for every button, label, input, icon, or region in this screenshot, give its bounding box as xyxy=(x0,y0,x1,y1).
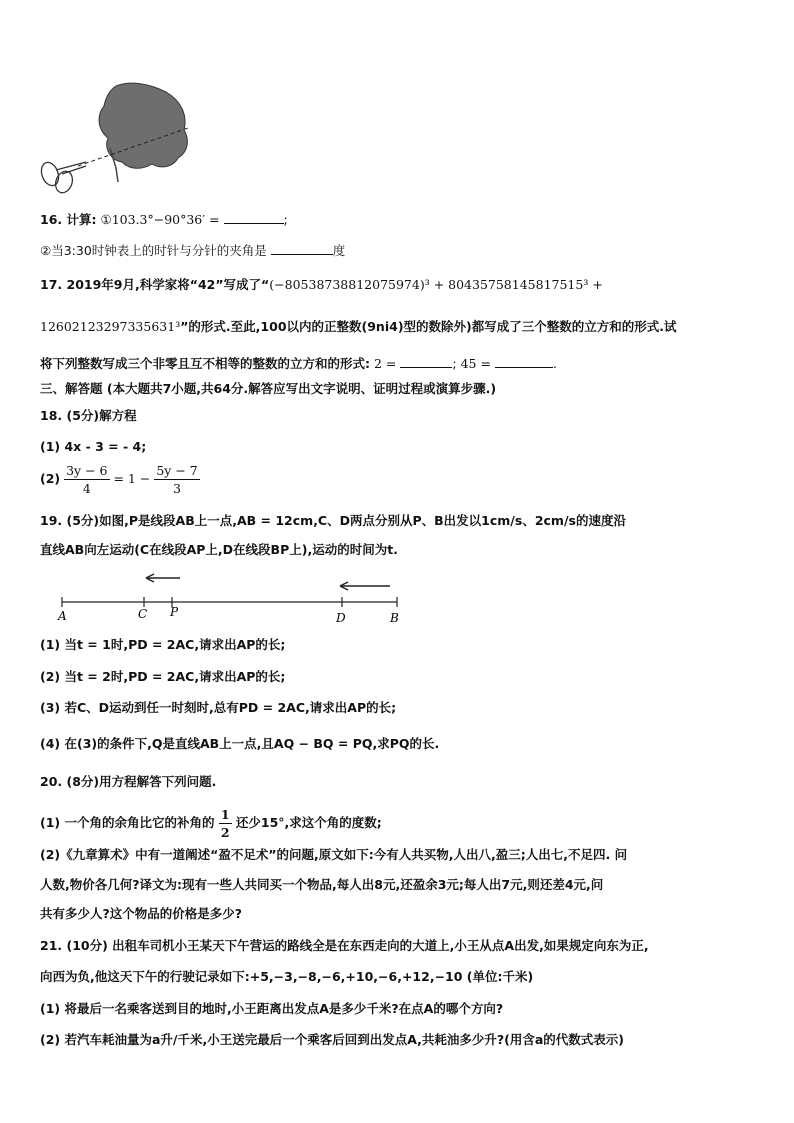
q21-line2: 向西为负,他这天下午的行驶记录如下:+5,−3,−8,−6,+10,−6,+12,−10 (单位:千米) xyxy=(40,969,534,984)
q18-fraction-2 xyxy=(154,462,199,497)
point-p-label: P xyxy=(170,605,179,619)
q18-fraction-1 xyxy=(64,462,109,497)
q17-label: 17. 2019年9月,科学家将“42”写成了“ xyxy=(40,277,270,292)
q18-p2-label: (2) xyxy=(40,471,61,486)
q18-f2-numerator: 5y − 7 xyxy=(156,463,198,478)
point-c-label: C xyxy=(138,607,148,621)
point-d-label: D xyxy=(336,611,346,625)
q17-eq1: 2 = xyxy=(373,356,397,371)
q17-text3: 将下列整数写成三个非零且互不相等的整数的立方和的形式: xyxy=(40,356,370,371)
q20-p2-line1: (2)《九章算术》中有一道阐述“盈不足术”的问题,原文如下:今有人共买物,人出八,盈三;人出七,不足四. 问 xyxy=(40,847,628,862)
q18-f2-denominator: 3 xyxy=(173,481,181,496)
q16-blank1[interactable] xyxy=(224,209,284,224)
q17-line1 xyxy=(40,276,603,294)
q16-part2-end: 度 xyxy=(332,243,346,258)
q19-p2: (2) 当t = 2时,PD = 2AC,请求出AP的长; xyxy=(40,669,286,684)
q17-line2 xyxy=(40,318,677,336)
q20-p2-line2: 人数,物价各几何?译文为:现有一些人共同买一个物品,每人出8元,还盈余3元;每人出7元,则还差4元,问 xyxy=(40,877,604,892)
q20-p1-post: 还少15°,求这个角的度数; xyxy=(235,815,382,830)
q17-eq2: 45 = xyxy=(460,356,491,371)
q20-frac-denominator: 2 xyxy=(220,825,230,840)
q20-p1-pre: (1) 一个角的余角比它的补角的 xyxy=(40,815,215,830)
q18-label: 18. (5分)解方程 xyxy=(40,408,137,423)
point-a-label: A xyxy=(58,609,67,623)
q19-line1: 19. (5分)如图,P是线段AB上一点,AB = 12cm,C、D两点分别从P、B出发以1cm/s、2cm/s的速度沿 xyxy=(40,513,626,528)
q19-p3: (3) 若C、D运动到任一时刻时,总有PD = 2AC,请求出AP的长; xyxy=(40,700,397,715)
q16-blank2[interactable] xyxy=(271,240,333,255)
q16-part1: ①103.3°−90°36′ = xyxy=(100,212,220,227)
q19-p1: (1) 当t = 1时,PD = 2AC,请求出AP的长; xyxy=(40,637,286,652)
q21-p1: (1) 将最后一名乘客送到目的地时,小王距离出发点A是多少千米?在点A的哪个方向? xyxy=(40,1001,504,1016)
q21-line1: 21. (10分) 出租车司机小王某天下午营运的路线全是在东西走向的大道上,小王从点A出发,如果规定向东为正, xyxy=(40,938,649,953)
point-b-label: B xyxy=(390,611,399,625)
q21-p2: (2) 若汽车耗油量为a升/千米,小王送完最后一个乘客后回到出发点A,共耗油多少升?(用含a的代数式表示) xyxy=(40,1032,624,1047)
q18-p2 xyxy=(40,462,200,497)
q17-blank2[interactable] xyxy=(495,353,553,368)
leaf-scissors-illustration xyxy=(38,78,198,196)
q17-sep: ; xyxy=(452,356,457,371)
q19-segment-figure xyxy=(52,566,412,630)
section-3-heading: 三、解答题 (本大题共7小题,共64分.解答应写出文字说明、证明过程或演算步骤.) xyxy=(40,381,497,396)
q17-expr1: (−80538738812075974)³ + 80435758145817515³ + xyxy=(269,277,603,292)
q16-line1 xyxy=(40,209,288,229)
q20-p2-line3: 共有多少人?这个物品的价格是多少? xyxy=(40,906,243,921)
q16-part1-end: ; xyxy=(283,212,288,227)
q17-end: . xyxy=(552,356,557,371)
q17-expr2: 12602123297335631³ xyxy=(40,319,181,334)
q18-f1-numerator: 3y − 6 xyxy=(66,463,108,478)
q17-text2: ”的形式.至此,100以内的正整数(9ni4)型的数除外)都写成了三个整数的立方和的形式.试 xyxy=(180,319,677,334)
q19-line2: 直线AB向左运动(C在线段AP上,D在线段BP上),运动的时间为t. xyxy=(40,542,398,557)
q18-p1: (1) 4x - 3 = - 4; xyxy=(40,439,147,454)
q16-label: 16. 计算: xyxy=(40,212,97,227)
q20-label: 20. (8分)用方程解答下列问题. xyxy=(40,774,217,789)
q17-line3 xyxy=(40,353,557,373)
q20-p1 xyxy=(40,806,382,841)
q19-p4: (4) 在(3)的条件下,Q是直线AB上一点,且AQ − BQ = PQ,求PQ的长. xyxy=(40,736,440,751)
q18-f1-denominator: 4 xyxy=(82,481,91,496)
q20-frac-numerator: 1 xyxy=(220,807,230,822)
q16-part2: ②当3:30时钟表上的时针与分针的夹角是 xyxy=(40,243,267,258)
q18-mid: = 1 − xyxy=(113,471,151,486)
q20-fraction xyxy=(219,806,232,841)
q17-blank1[interactable] xyxy=(400,353,452,368)
q16-line2 xyxy=(40,240,345,260)
